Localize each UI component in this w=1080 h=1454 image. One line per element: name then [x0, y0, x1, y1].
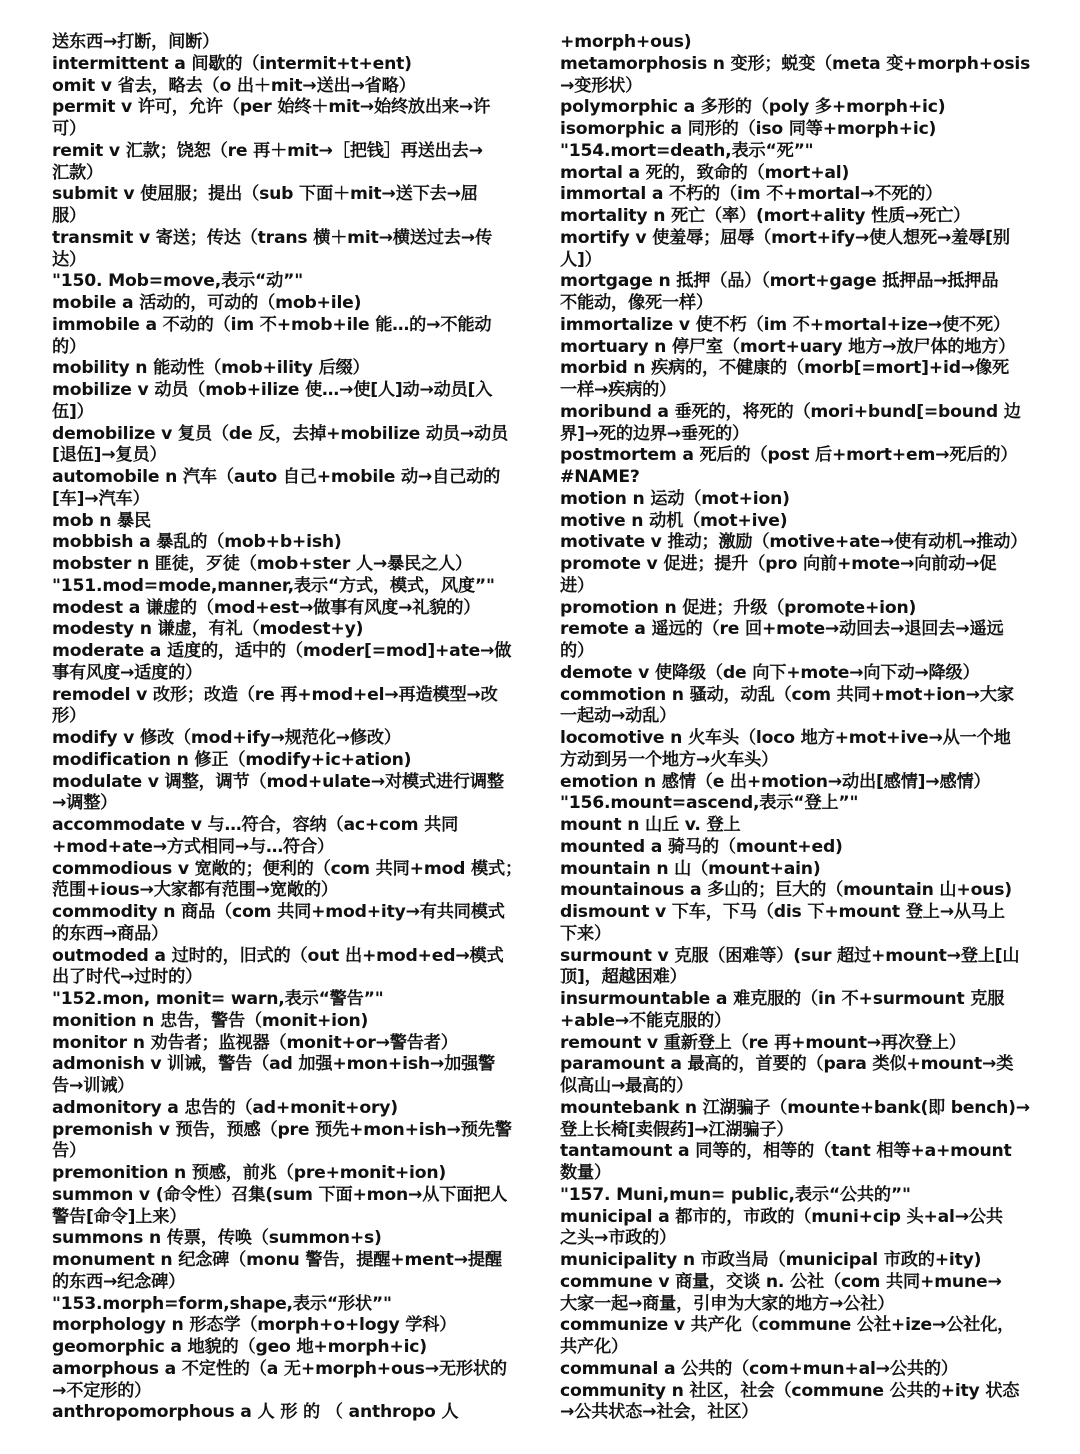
text-line: 进）	[560, 575, 594, 596]
text-line: 共产化）	[560, 1337, 628, 1357]
text-line: 不能动，像死一样）	[560, 293, 713, 313]
text-line: admonish v 训诫，警告（ad 加强+mon+ish→加强警	[52, 1054, 496, 1075]
text-line: →不定形的）	[52, 1380, 152, 1401]
text-line: demote v 使降级（de 向下+mote→向下动→降级）	[560, 662, 980, 683]
text-line: +morph+ous)	[560, 32, 692, 52]
text-line: transmit v 寄送；传达（trans 横＋mit→横送过去→传	[52, 227, 492, 248]
text-line: "150. Mob=move,表示“动”"	[52, 271, 303, 292]
text-line: 的）	[560, 641, 594, 661]
text-line: dismount v 下车，下马（dis 下+mount 登上→从马上	[560, 902, 1005, 922]
text-line: mortality n 死亡（率）(mort+ality 性质→死亡）	[560, 206, 971, 226]
text-line: "153.morph=form,shape,表示“形状”"	[52, 1293, 392, 1314]
text-line: mobile a 活动的，可动的（mob+ile)	[52, 293, 362, 313]
text-line: mountain n 山（mount+ain)	[560, 858, 821, 879]
text-line: commodity n 商品（com 共同+mod+ity→有共同模式	[52, 902, 505, 922]
text-line: morbid n 疾病的，不健康的（morb[=mort]+id→像死	[560, 358, 1009, 379]
text-line: accommodate v 与…符合，容纳（ac+com 共同	[52, 815, 459, 835]
text-line: commune v 商量，交谈 n. 公社（com 共同+mune→	[560, 1271, 1002, 1292]
text-line: communize v 共产化（commune 公社+ize→公社化，	[560, 1315, 1015, 1336]
text-line: "151.mod=mode,manner,表示“方式，模式，风度”"	[52, 575, 495, 596]
text-line: +able→不能克服的）	[560, 1010, 731, 1031]
text-line: 之头→市政的）	[560, 1228, 677, 1249]
text-line: intermittent a 间歇的（intermit+t+ent)	[52, 53, 412, 74]
text-line: tantamount a 同等的，相等的（tant 相等+a+mount	[560, 1141, 1012, 1162]
text-line: moderate a 适度的，适中的（moder[=mod]+ate→做	[52, 641, 512, 661]
text-line: mortify v 使羞辱；屈辱（mort+ify→使人想死→羞辱[别	[560, 227, 1010, 248]
text-line: polymorphic a 多形的（poly 多+morph+ic)	[560, 97, 946, 118]
text-line: immortal a 不朽的（im 不+mortal→不死的）	[560, 184, 943, 205]
text-line: remount v 重新登上（re 再+mount→再次登上）	[560, 1032, 966, 1053]
text-line: "157. Muni,mun= public,表示“公共的”"	[560, 1184, 911, 1205]
text-line: permit v 许可，允许（per 始终＋mit→始终放出来→许	[52, 97, 491, 118]
text-line: →调整）	[52, 793, 118, 814]
text-line: 人]）	[560, 249, 602, 270]
text-line: 一样→疾病的）	[560, 380, 677, 400]
text-line: 下来）	[560, 923, 611, 944]
text-line: geomorphic a 地貌的（geo 地+morph+ic)	[52, 1337, 427, 1357]
text-line: 送东西→打断，间断）	[52, 32, 220, 52]
text-line: anthropomorphous a 人 形 的 （ anthropo 人	[52, 1402, 459, 1423]
text-line: 大家一起→商量，引申为大家的地方→公社）	[560, 1293, 895, 1314]
text-line: remit v 汇款；饶恕（re 再＋mit→［把钱］再送出去→	[52, 140, 483, 161]
text-line: "154.mort=death,表示“死”"	[560, 140, 814, 161]
text-line: →公共状态→社会，社区）	[560, 1402, 759, 1423]
text-line: premonish v 预告，预感（pre 预先+mon+ish→预先警	[52, 1119, 512, 1140]
text-line: 界]→死的边界→垂死的）	[560, 423, 749, 444]
text-line: modesty n 谦虚，有礼（modest+y)	[52, 619, 364, 640]
text-line: omit v 省去，略去（o 出＋mit→送出→省略）	[52, 75, 416, 96]
left-column	[52, 32, 522, 1424]
text-line: moribund a 垂死的，将死的（mori+bund[=bound 边	[560, 401, 1021, 422]
text-line: 的东西→商品）	[52, 923, 169, 944]
text-line: mobility n 能动性（mob+ility 后缀）	[52, 358, 370, 379]
text-line: modulate v 调整，调节（mod+ulate→对模式进行调整	[52, 771, 504, 792]
text-line: 范围+ious→大家都有范围→宽敞的）	[52, 880, 338, 901]
text-line: →变形状）	[560, 75, 643, 96]
text-line: 汇款）	[52, 162, 103, 183]
text-line: commotion n 骚动，动乱（com 共同+mot+ion→大家	[560, 684, 1014, 705]
text-line: metamorphosis n 变形；蜕变（meta 变+morph+osis	[560, 53, 1031, 74]
text-line: #NAME?	[560, 467, 640, 487]
text-line: +mod+ate→方式相同→与…符合）	[52, 836, 334, 857]
text-line: motive n 动机（mot+ive)	[560, 510, 788, 531]
text-line: submit v 使屈服；提出（sub 下面＋mit→送下去→屈	[52, 184, 478, 205]
text-line: "152.mon, monit= warn,表示“警告”"	[52, 989, 384, 1009]
text-line: monument n 纪念碑（monu 警告，提醒+ment→提醒	[52, 1250, 502, 1270]
text-line: mobster n 匪徒，歹徒（mob+ster 人→暴民之人）	[52, 554, 473, 574]
text-line: remote a 遥远的（re 回+mote→动回去→退回去→遥远	[560, 619, 1004, 640]
text-line: mortal a 死的，致命的（mort+al)	[560, 162, 850, 183]
text-line: 的东西→纪念碑）	[52, 1271, 186, 1292]
text-line: 警告[命令]上来）	[52, 1206, 187, 1227]
text-line: summons n 传票，传唤（summon+s)	[52, 1228, 382, 1249]
text-line: 的）	[52, 336, 86, 357]
text-line: outmoded a 过时的，旧式的（out 出+mod+ed→模式	[52, 945, 504, 966]
text-line: mob n 暴民	[52, 510, 151, 531]
text-line: "156.mount=ascend,表示“登上”"	[560, 793, 859, 814]
text-line: admonitory a 忠告的（ad+monit+ory)	[52, 1097, 398, 1118]
text-line: mortgage n 抵押（品）（mort+gage 抵押品→抵押品	[560, 271, 999, 292]
text-line: 事有风度→适度的）	[52, 662, 203, 683]
text-line: morphology n 形态学（morph+o+logy 学科）	[52, 1315, 457, 1336]
text-line: 可）	[52, 119, 86, 139]
text-line: 告）	[52, 1141, 86, 1162]
text-line: remodel v 改形；改造（re 再+mod+el→再造模型→改	[52, 684, 498, 705]
text-line: community n 社区，社会（commune 公共的+ity 状态	[560, 1380, 1020, 1401]
text-line: 方动到另一个地方→火车头）	[560, 749, 779, 770]
text-line: 服）	[52, 206, 86, 226]
text-line: promotion n 促进；升级（promote+ion)	[560, 597, 917, 618]
text-line: paramount a 最高的，首要的（para 类似+mount→类	[560, 1054, 1014, 1075]
right-column	[560, 32, 1030, 1424]
text-line: modification n 修正（modify+ic+ation)	[52, 749, 412, 770]
text-line: 数量）	[560, 1163, 611, 1183]
text-line: insurmountable a 难克服的（in 不+surmount 克服	[560, 989, 1005, 1009]
text-line: 形）	[52, 706, 86, 727]
text-line: 顶]，超越困难）	[560, 967, 687, 988]
text-line: mobbish a 暴乱的（mob+b+ish)	[52, 532, 342, 553]
text-line: municipality n 市政当局（municipal 市政的+ity)	[560, 1250, 982, 1270]
text-line: monition n 忠告，警告（monit+ion)	[52, 1010, 369, 1031]
text-line: emotion n 感情（e 出+motion→动出[感情]→感情）	[560, 771, 991, 792]
text-line: locomotive n 火车头（loco 地方+mot+ive→从一个地	[560, 728, 1011, 748]
text-line: 出了时代→过时的）	[52, 967, 203, 988]
text-line: mount n 山丘 v. 登上	[560, 815, 741, 835]
text-line: motivate v 推动；激励（motive+ate→使有动机→推动）	[560, 532, 1028, 553]
text-line: 告→训诫）	[52, 1076, 135, 1096]
text-line: 一起动→动乱）	[560, 706, 677, 727]
text-line: communal a 公共的（com+mun+al→公共的）	[560, 1358, 958, 1379]
text-line: modest a 谦虚的（mod+est→做事有风度→礼貌的）	[52, 597, 481, 618]
text-line: postmortem a 死后的（post 后+mort+em→死后的）	[560, 445, 1018, 466]
text-line: premonition n 预感，前兆（pre+monit+ion)	[52, 1163, 447, 1183]
text-line: motion n 运动（mot+ion)	[560, 488, 790, 509]
text-line: mountainous a 多山的；巨大的（mountain 山+ous)	[560, 880, 1012, 901]
text-line: 登上长椅[卖假药]→江湖骗子）	[560, 1119, 794, 1140]
text-line: 伍]）	[52, 401, 94, 422]
text-line: isomorphic a 同形的（iso 同等+morph+ic)	[560, 119, 937, 139]
text-line: mounted a 骑马的（mount+ed)	[560, 836, 843, 857]
text-line: modify v 修改（mod+ify→规范化→修改）	[52, 728, 401, 748]
text-line: automobile n 汽车（auto 自己+mobile 动→自己动的	[52, 467, 501, 487]
text-line: mobilize v 动员（mob+ilize 使…→使[人]动→动员[入	[52, 380, 493, 400]
text-line: immobile a 不动的（im 不+mob+ile 能…的→不能动	[52, 314, 492, 335]
text-line: commodious v 宽敞的；便利的（com 共同+mod 模式；	[52, 858, 522, 879]
text-line: promote v 促进；提升（pro 向前+mote→向前动→促	[560, 554, 997, 574]
text-line: surmount v 克服（困难等）(sur 超过+mount→登上[山	[560, 945, 1020, 966]
text-line: amorphous a 不定性的（a 无+morph+ous→无形状的	[52, 1358, 507, 1379]
text-line: municipal a 都市的，市政的（muni+cip 头+al→公共	[560, 1206, 1003, 1227]
text-line: summon v (命令性）召集(sum 下面+mon→从下面把人	[52, 1184, 508, 1205]
text-line: mountebank n 江湖骗子（mounte+bank(即 bench)→	[560, 1097, 1030, 1118]
text-line: 似高山→最高的）	[560, 1076, 694, 1096]
text-line: [车]→汽车）	[52, 488, 150, 509]
text-line: immortalize v 使不朽（im 不+mortal+ize→使不死）	[560, 314, 1010, 335]
text-line: [退伍]→复员）	[52, 445, 167, 466]
text-line: mortuary n 停尸室（mort+uary 地方→放尸体的地方）	[560, 336, 1016, 357]
text-line: monitor n 劝告者；监视器（monit+or→警告者）	[52, 1032, 458, 1053]
text-line: demobilize v 复员（de 反，去掉+mobilize 动员→动员	[52, 423, 509, 444]
text-line: 达）	[52, 249, 86, 270]
